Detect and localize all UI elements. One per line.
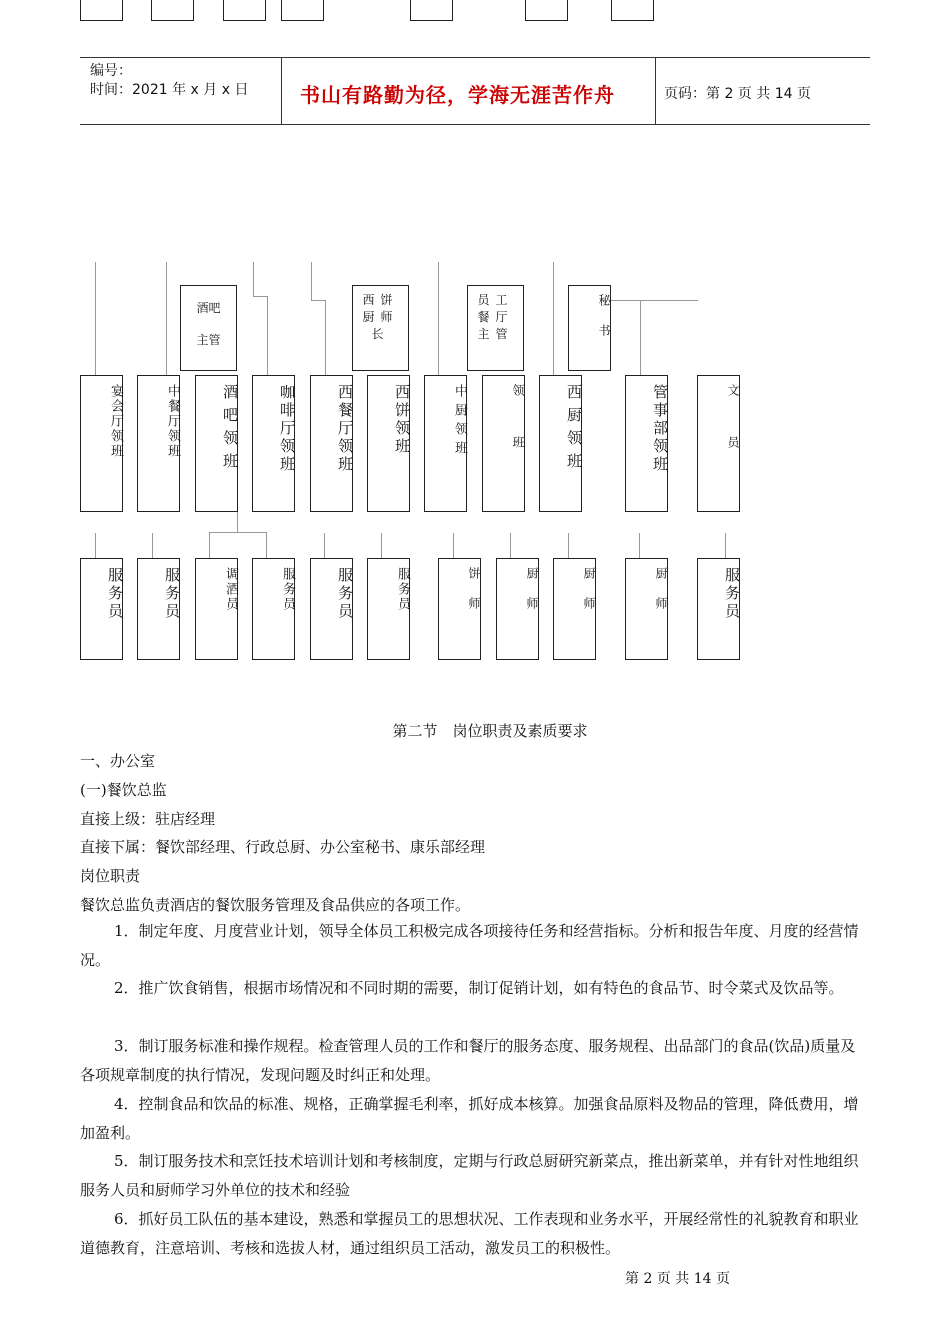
box-staff-canteen-supervisor: 员工餐厅主管 <box>467 285 524 371</box>
box-waiter: 服务员 <box>80 558 123 660</box>
section-title: 第二节 岗位职责及素质要求 <box>392 722 588 740</box>
box-waiter: 服务员 <box>367 558 410 660</box>
box-western-kitchen-captain: 西厨领班 <box>539 375 582 512</box>
duty-item-5: 5．制订服务技术和烹饪技术培训计划和考核制度，定期与行政总厨研究新菜点，推出新菜单，并有针对性地组织服务人员和厨师学习外单位的技术和经验 <box>80 1152 859 1199</box>
cropped-box <box>525 0 568 21</box>
box-waiter: 服务员 <box>697 558 740 660</box>
document-time-label: 时间：2021 年 x 月 x 日 <box>90 82 249 98</box>
header-motto: 书山有路勤为径，学海无涯苦作舟 <box>300 83 615 107</box>
duty-item-2: 2．推广饮食销售，根据市场情况和不同时期的需要，制订促销计划，如有特色的食品节、时令菜式及饮品等。 <box>114 979 844 997</box>
box-pastry-chef: 西饼厨师长 <box>352 285 409 371</box>
box-pastry-captain: 西饼领班 <box>367 375 410 512</box>
direct-subordinates: 直接下属：餐饮部经理、行政总厨、办公室秘书、康乐部经理 <box>80 838 486 856</box>
direct-superior: 直接上级：驻店经理 <box>80 810 216 828</box>
box-western-restaurant-captain: 西餐厅领班 <box>310 375 353 512</box>
box-cafe-captain: 咖啡厅领班 <box>252 375 295 512</box>
heading-fb-director: (一)餐饮总监 <box>80 781 167 799</box>
cropped-box <box>223 0 266 21</box>
document-number-label: 编号： <box>90 63 132 79</box>
box-chinese-restaurant-captain: 中餐厅领班 <box>137 375 180 512</box>
duty-intro: 餐饮总监负责酒店的餐饮服务管理及食品供应的各项工作。 <box>80 896 471 914</box>
box-bar-captain: 酒吧领班 <box>195 375 238 512</box>
duty-heading: 岗位职责 <box>80 867 141 885</box>
box-waiter: 服务员 <box>252 558 295 660</box>
cropped-box <box>281 0 324 21</box>
box-chinese-kitchen-captain: 中厨领班 <box>424 375 467 512</box>
duty-item-1: 1．制定年度、月度营业计划，领导全体员工积极完成各项接待任务和经营指标。分析和报告年度、月度的经营情况。 <box>80 922 859 969</box>
box-cook: 厨师 <box>625 558 668 660</box>
box-waiter: 服务员 <box>137 558 180 660</box>
box-bartender: 调酒员 <box>195 558 238 660</box>
heading-office: 一、办公室 <box>80 752 156 770</box>
header-page-label: 页码：第 2 页 共 14 页 <box>664 86 811 102</box>
box-cook: 厨师 <box>496 558 539 660</box>
cropped-box <box>151 0 194 21</box>
duty-item-6: 6．抓好员工队伍的基本建设，熟悉和掌握员工的思想状况、工作表现和业务水平，开展经常性的礼貌教育和职业道德教育，注意培训、考核和选拔人材，通过组织员工活动，激发员工的积极性。 <box>80 1210 859 1257</box>
cropped-box <box>611 0 654 21</box>
box-waiter: 服务员 <box>310 558 353 660</box>
box-clerk: 文员 <box>697 375 740 512</box>
box-bar-supervisor: 酒吧主管 <box>180 285 237 371</box>
duty-item-4: 4．控制食品和饮品的标准、规格，正确掌握毛利率，抓好成本核算。加强食品原料及物品的管理，降低费用，增加盈利。 <box>80 1095 859 1142</box>
cropped-box <box>80 0 123 21</box>
box-secretary: 秘书 <box>568 285 611 371</box>
box-pastry-cook: 饼师 <box>438 558 481 660</box>
box-stewarding-captain: 管事部领班 <box>625 375 668 512</box>
cropped-box <box>410 0 453 21</box>
page-footer: 第 2 页 共 14 页 <box>625 1271 730 1287</box>
box-cook: 厨师 <box>553 558 596 660</box>
duty-item-3: 3．制订服务标准和操作规程。检查管理人员的工作和餐厅的服务态度、服务规程、出品部门的食品(饮品)质量及各项规章制度的执行情况，发现问题及时纠正和处理。 <box>80 1037 856 1084</box>
box-banquet-captain: 宴会厅领班 <box>80 375 123 512</box>
box-captain: 领班 <box>482 375 525 512</box>
